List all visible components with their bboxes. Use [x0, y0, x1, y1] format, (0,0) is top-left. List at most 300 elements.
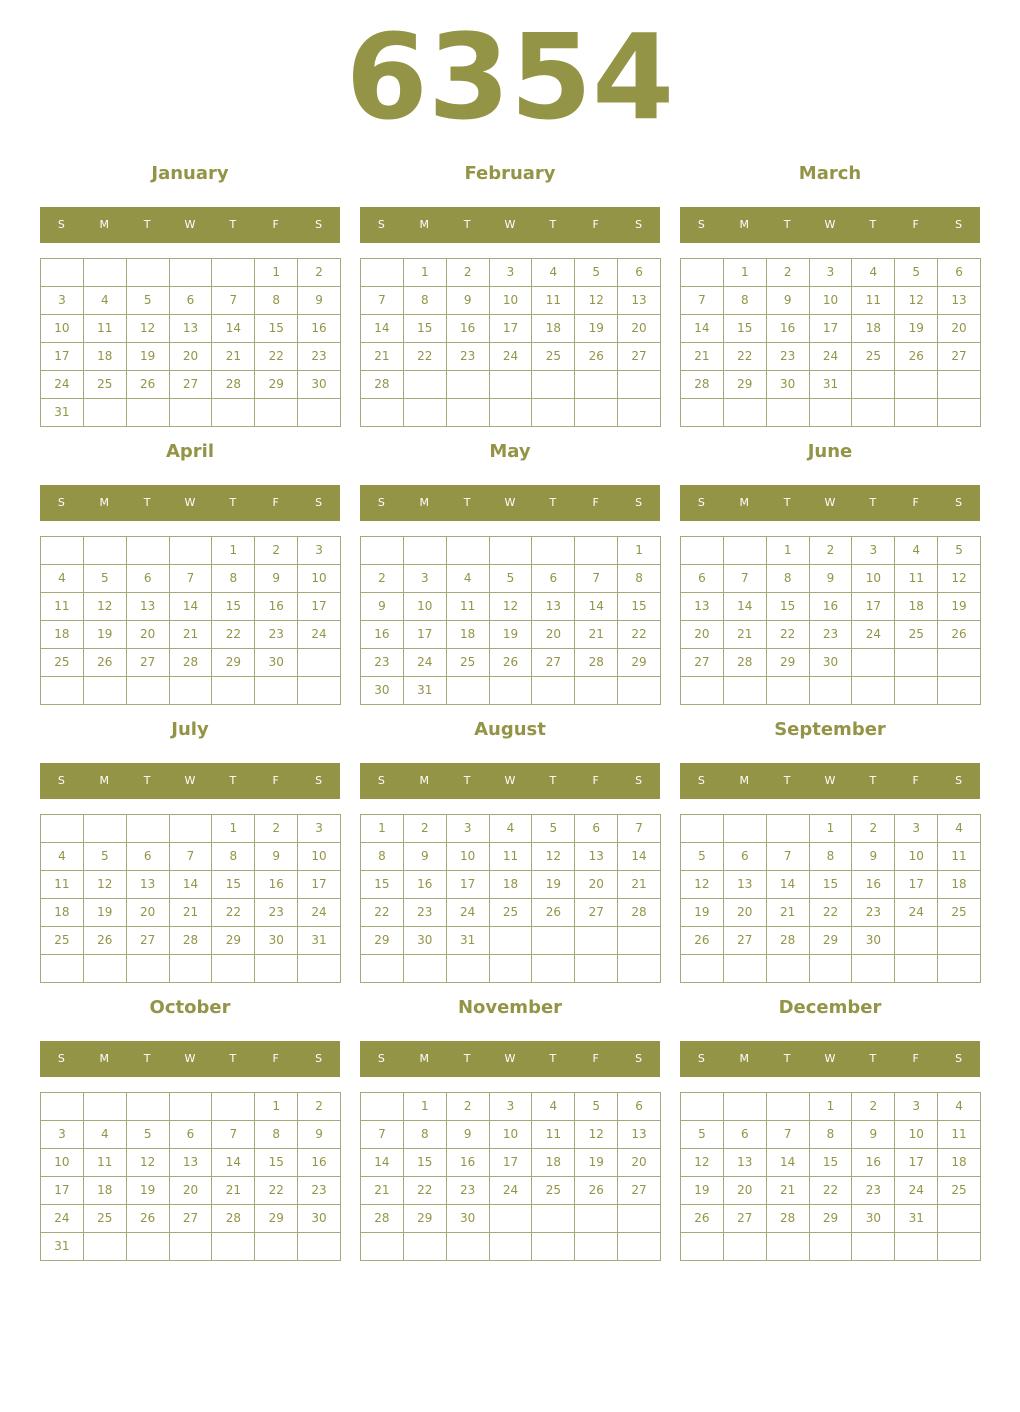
weekday-header: [360, 207, 660, 243]
day-cell: 24: [447, 899, 490, 927]
day-cell: 12: [84, 593, 127, 621]
day-cell: 22: [724, 343, 767, 371]
day-cell: 16: [255, 593, 298, 621]
day-cell: [170, 955, 213, 983]
weekday-label: T: [229, 774, 237, 787]
day-cell: 27: [618, 343, 661, 371]
day-cell: 18: [895, 593, 938, 621]
day-cell: [212, 1093, 255, 1121]
day-cell: 3: [298, 537, 341, 565]
day-cell: 17: [895, 1149, 938, 1177]
day-cell: [724, 815, 767, 843]
day-cell: 9: [255, 565, 298, 593]
day-cell: 6: [170, 287, 213, 315]
day-grid: [360, 258, 661, 427]
weekday-label: W: [504, 774, 516, 787]
weekday-label: S: [377, 218, 385, 231]
weekday-label: S: [315, 496, 323, 509]
day-cell: [170, 537, 213, 565]
day-cell: 1: [404, 259, 447, 287]
day-cell: [575, 1205, 618, 1233]
day-cell: 10: [41, 1149, 84, 1177]
day-cell: 5: [84, 843, 127, 871]
day-cell: 6: [575, 815, 618, 843]
day-cell: 3: [490, 259, 533, 287]
day-cell: 2: [298, 259, 341, 287]
day-cell: 27: [127, 927, 170, 955]
weekday-label: M: [419, 496, 430, 509]
day-cell: 30: [852, 927, 895, 955]
day-cell: [575, 537, 618, 565]
day-cell: 15: [361, 871, 404, 899]
weekday-label: T: [229, 218, 237, 231]
day-cell: 11: [41, 871, 84, 899]
day-cell: 4: [41, 565, 84, 593]
day-cell: 15: [724, 315, 767, 343]
day-grid: [360, 536, 661, 705]
day-cell: 26: [681, 927, 724, 955]
day-cell: 22: [255, 1177, 298, 1205]
day-cell: 18: [41, 621, 84, 649]
month-name: May: [489, 441, 531, 462]
day-cell: 5: [490, 565, 533, 593]
day-cell: 5: [575, 259, 618, 287]
day-cell: 17: [490, 315, 533, 343]
day-cell: [618, 1205, 661, 1233]
day-cell: 30: [298, 371, 341, 399]
day-cell: 25: [84, 1205, 127, 1233]
day-cell: 28: [767, 1205, 810, 1233]
day-cell: 25: [895, 621, 938, 649]
weekday-label: T: [869, 1052, 877, 1065]
weekday-label: S: [635, 1052, 643, 1065]
day-cell: 9: [810, 565, 853, 593]
day-cell: [212, 1233, 255, 1261]
day-cell: 14: [170, 593, 213, 621]
day-cell: 4: [852, 259, 895, 287]
weekday-header: [40, 485, 340, 521]
day-cell: 17: [298, 871, 341, 899]
day-cell: 30: [361, 677, 404, 705]
day-cell: 26: [895, 343, 938, 371]
day-cell: 18: [84, 343, 127, 371]
day-cell: 4: [490, 815, 533, 843]
day-cell: 24: [298, 899, 341, 927]
day-cell: [938, 955, 981, 983]
day-cell: 4: [532, 259, 575, 287]
day-cell: 4: [895, 537, 938, 565]
day-cell: 25: [447, 649, 490, 677]
day-cell: 11: [938, 843, 981, 871]
day-cell: 9: [447, 287, 490, 315]
day-cell: 18: [532, 1149, 575, 1177]
day-cell: 8: [724, 287, 767, 315]
day-cell: [938, 649, 981, 677]
day-cell: [938, 1233, 981, 1261]
weekday-label: W: [824, 218, 836, 231]
day-cell: 13: [681, 593, 724, 621]
day-cell: [255, 955, 298, 983]
day-cell: [852, 1233, 895, 1261]
day-cell: 5: [575, 1093, 618, 1121]
day-cell: 25: [532, 343, 575, 371]
day-cell: 13: [170, 315, 213, 343]
weekday-label: M: [739, 496, 750, 509]
day-cell: [938, 677, 981, 705]
day-cell: 29: [212, 927, 255, 955]
day-cell: 2: [810, 537, 853, 565]
month-august: [360, 706, 660, 984]
day-cell: 14: [361, 315, 404, 343]
day-cell: [618, 927, 661, 955]
day-cell: 16: [767, 315, 810, 343]
day-cell: 8: [255, 1121, 298, 1149]
day-cell: 6: [681, 565, 724, 593]
day-cell: 2: [298, 1093, 341, 1121]
day-cell: 7: [170, 843, 213, 871]
weekday-label: M: [739, 774, 750, 787]
day-cell: 4: [41, 843, 84, 871]
day-cell: 24: [490, 1177, 533, 1205]
day-cell: 31: [447, 927, 490, 955]
day-cell: 24: [895, 1177, 938, 1205]
day-cell: 15: [255, 1149, 298, 1177]
day-cell: 16: [361, 621, 404, 649]
day-cell: [767, 399, 810, 427]
day-cell: [724, 537, 767, 565]
day-cell: 17: [852, 593, 895, 621]
day-cell: [618, 371, 661, 399]
day-cell: [724, 1233, 767, 1261]
weekday-label: T: [143, 1052, 151, 1065]
day-cell: [127, 815, 170, 843]
day-cell: [212, 399, 255, 427]
day-cell: 1: [404, 1093, 447, 1121]
weekday-label: S: [377, 496, 385, 509]
day-cell: [681, 1233, 724, 1261]
weekday-label: S: [697, 774, 705, 787]
day-cell: 1: [810, 1093, 853, 1121]
day-cell: [447, 399, 490, 427]
day-cell: 13: [575, 843, 618, 871]
weekday-label: T: [143, 774, 151, 787]
day-cell: 18: [41, 899, 84, 927]
day-cell: 22: [212, 621, 255, 649]
day-cell: 19: [127, 1177, 170, 1205]
day-cell: [575, 399, 618, 427]
day-cell: [490, 677, 533, 705]
weekday-label: S: [635, 496, 643, 509]
day-cell: 25: [938, 899, 981, 927]
day-cell: 3: [895, 815, 938, 843]
day-cell: 7: [212, 287, 255, 315]
day-cell: 6: [127, 565, 170, 593]
day-cell: 16: [298, 1149, 341, 1177]
day-cell: 26: [84, 649, 127, 677]
weekday-label: W: [184, 774, 196, 787]
day-cell: [41, 537, 84, 565]
weekday-header: [680, 1041, 980, 1077]
day-cell: 4: [447, 565, 490, 593]
day-cell: 31: [810, 371, 853, 399]
day-cell: 25: [532, 1177, 575, 1205]
day-cell: 21: [767, 1177, 810, 1205]
weekday-label: T: [143, 496, 151, 509]
day-cell: [532, 537, 575, 565]
day-cell: 19: [84, 621, 127, 649]
day-cell: 6: [127, 843, 170, 871]
day-cell: [84, 537, 127, 565]
weekday-label: T: [143, 218, 151, 231]
day-cell: 5: [84, 565, 127, 593]
day-cell: 7: [212, 1121, 255, 1149]
day-cell: 2: [255, 815, 298, 843]
day-cell: 9: [404, 843, 447, 871]
weekday-label: F: [912, 218, 919, 231]
day-cell: [938, 371, 981, 399]
day-cell: 23: [255, 899, 298, 927]
day-cell: 23: [361, 649, 404, 677]
day-cell: 17: [810, 315, 853, 343]
day-cell: 12: [127, 315, 170, 343]
day-cell: 28: [618, 899, 661, 927]
day-cell: 10: [852, 565, 895, 593]
weekday-label: S: [955, 218, 963, 231]
day-cell: [127, 399, 170, 427]
day-cell: 25: [938, 1177, 981, 1205]
day-cell: 19: [575, 1149, 618, 1177]
day-cell: 7: [724, 565, 767, 593]
weekday-label: W: [184, 218, 196, 231]
day-cell: 23: [447, 343, 490, 371]
day-cell: 2: [852, 1093, 895, 1121]
day-cell: 4: [938, 1093, 981, 1121]
day-cell: 22: [810, 899, 853, 927]
weekday-label: T: [229, 496, 237, 509]
day-cell: [447, 955, 490, 983]
day-cell: [298, 649, 341, 677]
day-cell: 7: [361, 287, 404, 315]
day-cell: 7: [361, 1121, 404, 1149]
month-march: [680, 150, 980, 428]
day-cell: [170, 1233, 213, 1261]
day-cell: 14: [724, 593, 767, 621]
day-cell: 6: [618, 1093, 661, 1121]
day-cell: 23: [255, 621, 298, 649]
day-grid: [680, 258, 981, 427]
day-cell: 11: [447, 593, 490, 621]
weekday-label: F: [912, 496, 919, 509]
month-name: December: [778, 997, 882, 1018]
day-cell: 26: [575, 343, 618, 371]
day-cell: 5: [681, 1121, 724, 1149]
weekday-label: M: [99, 218, 110, 231]
day-cell: [447, 371, 490, 399]
day-cell: 25: [41, 649, 84, 677]
day-cell: 21: [767, 899, 810, 927]
day-cell: 14: [212, 1149, 255, 1177]
day-cell: 8: [361, 843, 404, 871]
day-cell: [575, 1233, 618, 1261]
month-april: [40, 428, 340, 706]
day-cell: [298, 677, 341, 705]
day-cell: [447, 677, 490, 705]
day-cell: [681, 677, 724, 705]
day-cell: [298, 1233, 341, 1261]
day-cell: 12: [490, 593, 533, 621]
day-cell: 3: [41, 1121, 84, 1149]
day-cell: [532, 677, 575, 705]
day-cell: 16: [404, 871, 447, 899]
weekday-label: S: [635, 218, 643, 231]
day-cell: 24: [810, 343, 853, 371]
day-cell: 10: [895, 843, 938, 871]
weekday-label: S: [377, 1052, 385, 1065]
weekday-label: T: [783, 496, 791, 509]
day-cell: 16: [852, 1149, 895, 1177]
weekday-label: M: [739, 1052, 750, 1065]
day-cell: 11: [84, 315, 127, 343]
day-cell: 19: [681, 899, 724, 927]
day-cell: 17: [298, 593, 341, 621]
day-cell: [127, 955, 170, 983]
day-cell: [41, 1093, 84, 1121]
day-cell: 9: [447, 1121, 490, 1149]
day-cell: 17: [490, 1149, 533, 1177]
day-cell: [170, 259, 213, 287]
day-cell: [361, 399, 404, 427]
day-cell: [681, 815, 724, 843]
weekday-header: [40, 1041, 340, 1077]
day-cell: 18: [447, 621, 490, 649]
day-cell: 22: [810, 1177, 853, 1205]
day-cell: 13: [618, 1121, 661, 1149]
day-cell: 8: [404, 1121, 447, 1149]
weekday-label: F: [272, 496, 279, 509]
day-cell: 20: [681, 621, 724, 649]
day-cell: 12: [532, 843, 575, 871]
month-name: October: [149, 997, 231, 1018]
day-cell: 24: [852, 621, 895, 649]
day-cell: 18: [490, 871, 533, 899]
day-cell: 19: [490, 621, 533, 649]
day-cell: 23: [298, 1177, 341, 1205]
month-may: [360, 428, 660, 706]
day-cell: [298, 399, 341, 427]
day-cell: 21: [618, 871, 661, 899]
day-cell: 11: [84, 1149, 127, 1177]
day-cell: 7: [575, 565, 618, 593]
day-cell: 21: [170, 899, 213, 927]
weekday-label: F: [912, 774, 919, 787]
months-grid: [40, 150, 980, 1262]
day-cell: [618, 1233, 661, 1261]
day-cell: 5: [681, 843, 724, 871]
day-cell: 21: [681, 343, 724, 371]
day-cell: [490, 537, 533, 565]
weekday-label: T: [869, 218, 877, 231]
day-cell: 27: [938, 343, 981, 371]
weekday-label: T: [549, 496, 557, 509]
day-cell: 6: [170, 1121, 213, 1149]
day-cell: [255, 399, 298, 427]
weekday-header: [40, 207, 340, 243]
day-cell: 15: [618, 593, 661, 621]
day-cell: 7: [767, 1121, 810, 1149]
day-cell: 9: [361, 593, 404, 621]
day-cell: [681, 537, 724, 565]
day-cell: 9: [767, 287, 810, 315]
day-cell: 7: [170, 565, 213, 593]
day-cell: [810, 1233, 853, 1261]
day-cell: [404, 537, 447, 565]
day-cell: [490, 927, 533, 955]
day-cell: 23: [852, 899, 895, 927]
day-cell: [212, 955, 255, 983]
day-cell: 17: [404, 621, 447, 649]
day-cell: 7: [618, 815, 661, 843]
day-grid: [680, 536, 981, 705]
day-cell: 21: [361, 343, 404, 371]
day-cell: 7: [767, 843, 810, 871]
day-cell: [447, 1233, 490, 1261]
day-cell: 12: [127, 1149, 170, 1177]
day-cell: 31: [895, 1205, 938, 1233]
day-cell: 4: [84, 287, 127, 315]
day-cell: 7: [681, 287, 724, 315]
weekday-label: M: [419, 1052, 430, 1065]
day-cell: [298, 955, 341, 983]
day-cell: 25: [852, 343, 895, 371]
day-cell: 15: [212, 871, 255, 899]
day-cell: 14: [170, 871, 213, 899]
weekday-label: M: [99, 1052, 110, 1065]
day-cell: 4: [938, 815, 981, 843]
day-cell: 14: [575, 593, 618, 621]
day-cell: 1: [618, 537, 661, 565]
weekday-label: S: [697, 218, 705, 231]
day-cell: [895, 371, 938, 399]
day-cell: 27: [724, 1205, 767, 1233]
day-cell: 21: [361, 1177, 404, 1205]
day-cell: 27: [127, 649, 170, 677]
day-cell: 1: [255, 1093, 298, 1121]
weekday-label: W: [504, 1052, 516, 1065]
weekday-label: W: [504, 496, 516, 509]
day-cell: 1: [255, 259, 298, 287]
day-cell: 28: [170, 649, 213, 677]
weekday-label: F: [272, 774, 279, 787]
day-cell: 24: [298, 621, 341, 649]
weekday-label: T: [783, 218, 791, 231]
day-cell: 10: [298, 565, 341, 593]
day-cell: 14: [681, 315, 724, 343]
day-cell: [404, 955, 447, 983]
day-cell: [41, 815, 84, 843]
day-cell: 25: [490, 899, 533, 927]
day-cell: 10: [41, 315, 84, 343]
weekday-label: S: [955, 1052, 963, 1065]
day-cell: 14: [618, 843, 661, 871]
day-cell: 10: [895, 1121, 938, 1149]
day-cell: 13: [938, 287, 981, 315]
day-cell: 22: [404, 1177, 447, 1205]
day-cell: 29: [212, 649, 255, 677]
day-cell: [170, 399, 213, 427]
day-cell: [127, 677, 170, 705]
day-cell: 27: [532, 649, 575, 677]
weekday-label: S: [315, 218, 323, 231]
